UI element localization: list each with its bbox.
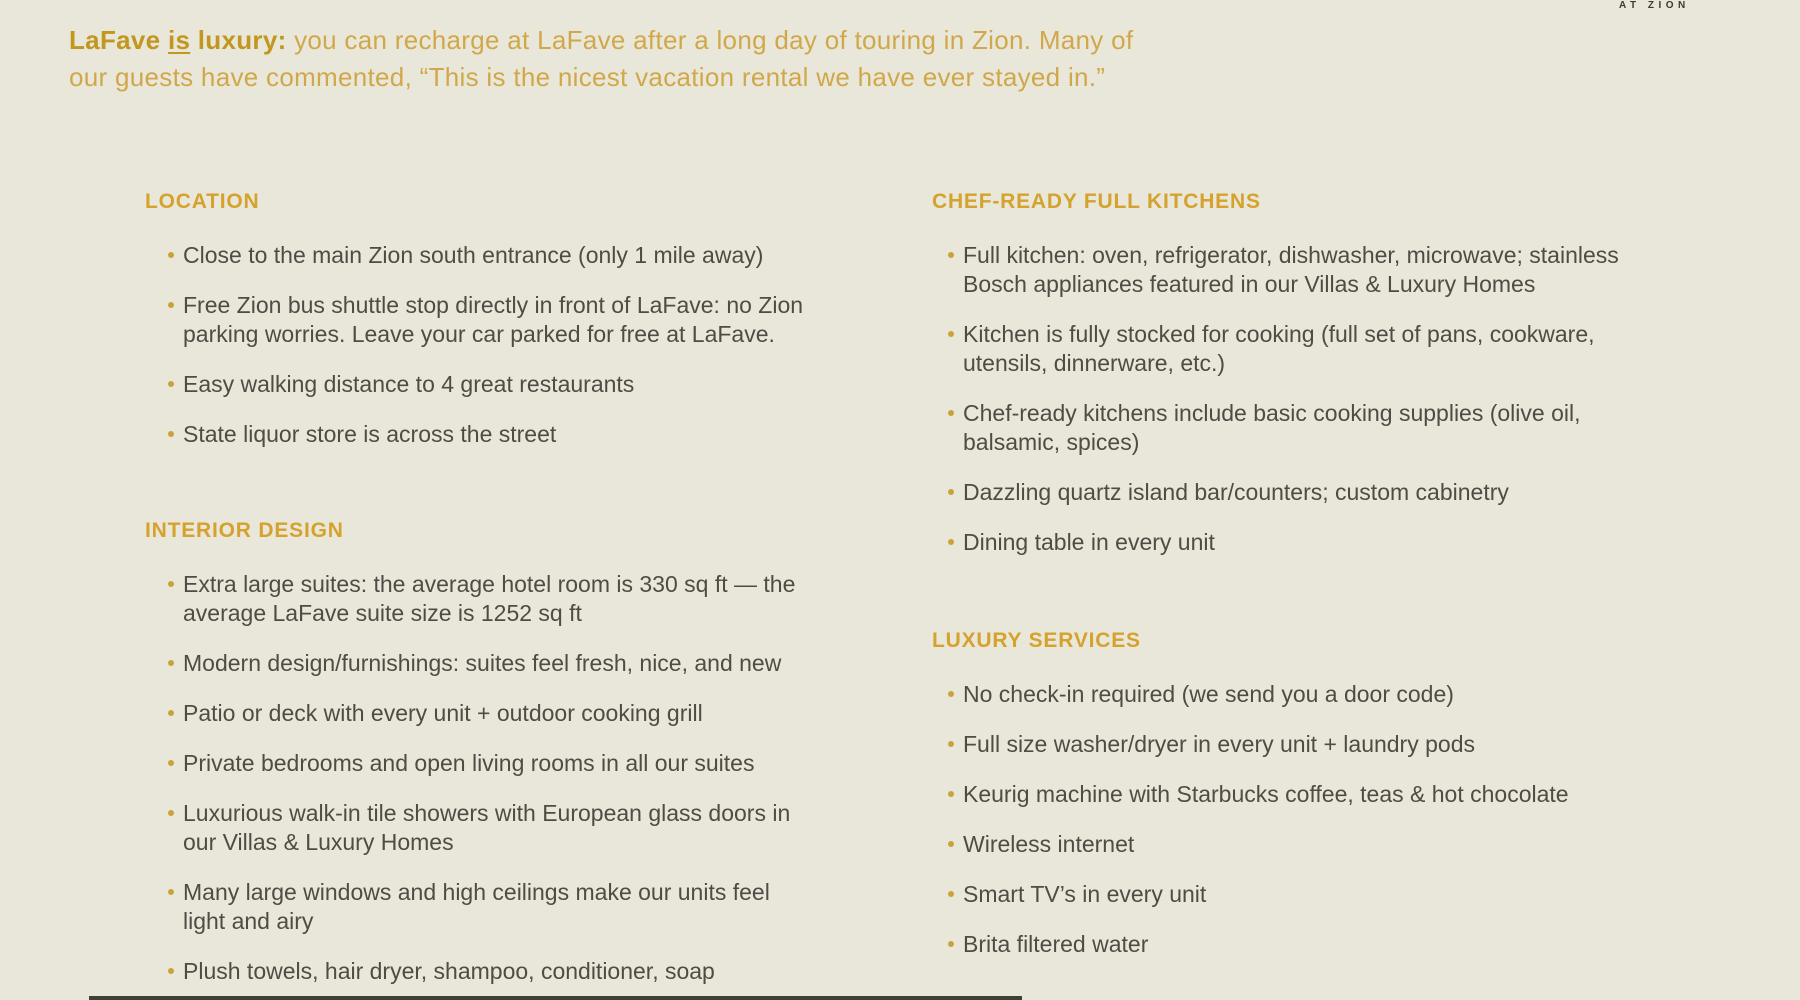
- bullet-line: Luxurious walk-in tile showers with European glass doors in: [183, 800, 791, 826]
- bullet-line: Dining table in every unit: [963, 529, 1215, 555]
- bullet-item: [948, 680, 1569, 709]
- bullet-icon: [948, 891, 954, 897]
- bullet-line: Many large windows and high ceilings make our units feel: [183, 879, 770, 905]
- bullet-line: Dazzling quartz island bar/counters; custom cabinetry: [963, 479, 1509, 505]
- bullet-item: [168, 370, 803, 399]
- bullet-icon: [948, 691, 954, 697]
- bullet-list-luxury-services: [948, 680, 1569, 959]
- bullet-icon: [168, 810, 174, 816]
- bullet-item: [168, 649, 795, 678]
- bullet-line: Patio or deck with every unit + outdoor cooking grill: [183, 700, 703, 726]
- bullet-icon: [168, 710, 174, 716]
- bullet-icon: [168, 381, 174, 387]
- bullet-line: Full size washer/dryer in every unit + laundry pods: [963, 731, 1475, 757]
- section-title-chef-ready-full-kitchens: CHEF-READY FULL KITCHENS: [932, 190, 1261, 213]
- section-title-luxury-services: LUXURY SERVICES: [932, 629, 1141, 652]
- bullet-list-interior-design: [168, 570, 795, 986]
- bullet-item: [948, 399, 1619, 457]
- bullet-line: Free Zion bus shuttle stop directly in front of LaFave: no Zion: [183, 292, 804, 318]
- bullet-icon: [168, 889, 174, 895]
- bullet-item: [948, 528, 1619, 557]
- bullet-item: [948, 880, 1569, 909]
- bullet-item: [948, 320, 1619, 378]
- bullet-icon: [948, 539, 954, 545]
- bullet-line: Wireless internet: [963, 831, 1135, 857]
- bullet-line: Easy walking distance to 4 great restaurants: [183, 371, 635, 397]
- bullet-icon: [948, 410, 954, 416]
- bullet-icon: [948, 252, 954, 258]
- bullet-item: [948, 478, 1619, 507]
- intro-underlined-word: is: [167, 25, 191, 55]
- bullet-item: [168, 241, 803, 270]
- section-title-location: LOCATION: [145, 190, 260, 213]
- bullet-item: [168, 699, 795, 728]
- bullet-icon: [168, 760, 174, 766]
- bullet-line: Brita filtered water: [963, 931, 1149, 957]
- section-location: [145, 190, 803, 470]
- bullet-line: Extra large suites: the average hotel room is 330 sq ft — the: [183, 571, 796, 597]
- section-title-interior-design: INTERIOR DESIGN: [145, 519, 344, 542]
- bullet-line: utensils, dinnerware, etc.): [963, 350, 1226, 376]
- bullet-line: Kitchen is fully stocked for cooking (full set of pans, cookware,: [963, 321, 1595, 347]
- bullet-line: parking worries. Leave your car parked for free at LaFave.: [183, 321, 775, 347]
- intro-lead-bold: [69, 25, 287, 55]
- bullet-line: No check-in required (we send you a door code): [963, 681, 1454, 707]
- bullet-line: Keurig machine with Starbucks coffee, teas & hot chocolate: [963, 781, 1569, 807]
- page-bottom-edge-bar: [89, 996, 1022, 1000]
- bullet-line: Close to the main Zion south entrance (only 1 mile away): [183, 242, 764, 268]
- intro-lead-suffix: luxury:: [190, 25, 287, 55]
- intro-paragraph: [69, 22, 1133, 96]
- bullet-line: balsamic, spices): [963, 429, 1140, 455]
- bullet-icon: [948, 489, 954, 495]
- bullet-item: [948, 241, 1619, 299]
- bullet-item: [948, 830, 1569, 859]
- bullet-icon: [168, 302, 174, 308]
- bullet-icon: [948, 791, 954, 797]
- logo-at-zion-tagline: AT ZION: [1619, 0, 1690, 11]
- bullet-line: Chef-ready kitchens include basic cooking supplies (olive oil,: [963, 400, 1581, 426]
- bullet-list-chef-ready-full-kitchens: [948, 241, 1619, 557]
- bullet-icon: [948, 331, 954, 337]
- bullet-item: [948, 730, 1569, 759]
- bullet-icon: [168, 660, 174, 666]
- bullet-icon: [168, 252, 174, 258]
- bullet-item: [168, 957, 795, 986]
- bullet-item: [168, 291, 803, 349]
- intro-line-1: [69, 22, 1133, 59]
- bullet-line: our Villas & Luxury Homes: [183, 829, 454, 855]
- bullet-line: Full kitchen: oven, refrigerator, dishwasher, microwave; stainless: [963, 242, 1619, 268]
- bullet-line: light and airy: [183, 908, 314, 934]
- bullet-icon: [168, 968, 174, 974]
- bullet-item: [168, 570, 795, 628]
- bullet-line: average LaFave suite size is 1252 sq ft: [183, 600, 582, 626]
- bullet-icon: [948, 741, 954, 747]
- bullet-icon: [168, 581, 174, 587]
- intro-line-2: our guests have commented, “This is the nicest vacation rental we have ever stayed in.”: [69, 62, 1106, 92]
- bullet-item: [168, 749, 795, 778]
- section-chef-ready-full-kitchens: [932, 190, 1619, 578]
- bullet-item: [168, 799, 795, 857]
- bullet-icon: [168, 431, 174, 437]
- intro-lead-prefix: LaFave: [69, 25, 168, 55]
- bullet-icon: [948, 841, 954, 847]
- bullet-line: Private bedrooms and open living rooms in all our suites: [183, 750, 755, 776]
- intro-line-1-rest: you can recharge at LaFave after a long day of touring in Zion. Many of: [286, 25, 1134, 55]
- bullet-line: Smart TV’s in every unit: [963, 881, 1207, 907]
- section-luxury-services: [932, 629, 1569, 980]
- bullet-item: [168, 420, 803, 449]
- bullet-list-location: [168, 241, 803, 449]
- bullet-item: [948, 930, 1569, 959]
- bullet-icon: [948, 941, 954, 947]
- bullet-line: Bosch appliances featured in our Villas & Luxury Homes: [963, 271, 1536, 297]
- bullet-line: State liquor store is across the street: [183, 421, 557, 447]
- section-interior-design: [145, 519, 795, 1000]
- bullet-item: [948, 780, 1569, 809]
- bullet-line: Modern design/furnishings: suites feel fresh, nice, and new: [183, 650, 782, 676]
- bullet-line: Plush towels, hair dryer, shampoo, conditioner, soap: [183, 958, 715, 984]
- bullet-item: [168, 878, 795, 936]
